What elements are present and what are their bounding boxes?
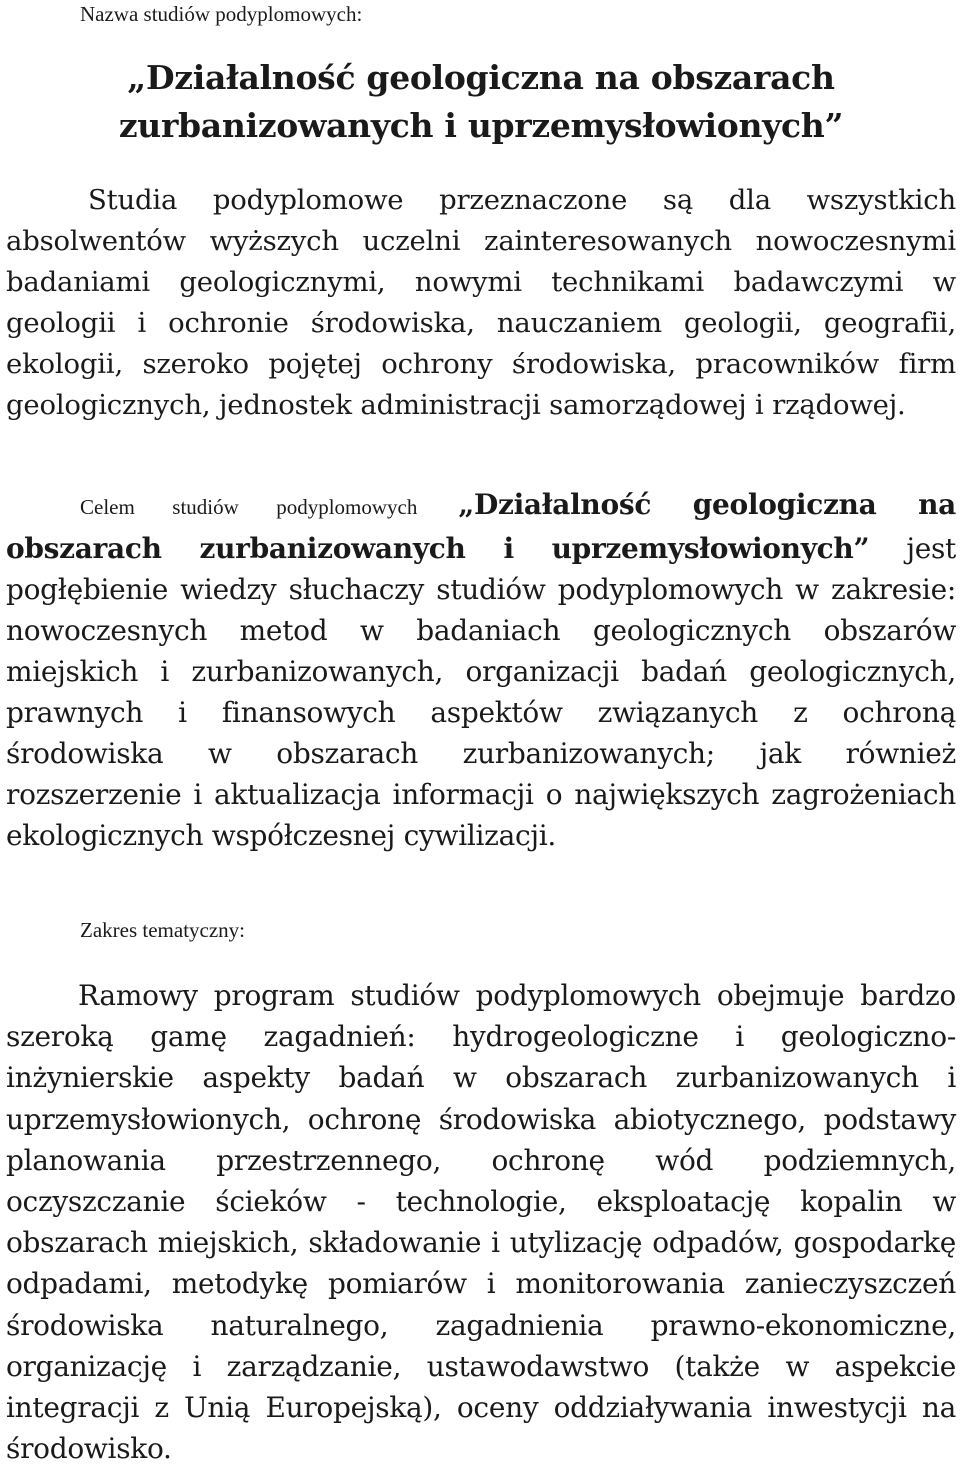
program-paragraph: Ramowy program studiów podyplomowych obejmuje bardzo szeroką gamę zagadnień: hydrogeologiczne i geologiczno-inżynierskie aspekty badań w obszarach zurbanizowanych i uprzemysłowionych, ochronę środowiska abiotycznego, podstawy planowania przestrzennego, ochronę wód podziemnych, oczyszczanie ścieków - technologie, eksploatację kopalin w obszarach miejskich, składowanie i utylizację odpadów, gospodarkę odpadami, metodykę pomiarów i monitorowania zanieczyszczeń środowiska naturalnego, zagadnienia prawno-ekonomiczne, organizację i zarządzanie, ustawodawstwo (także w aspekcie integracji z Unią Europejską), oceny oddziaływania inwestycji na środowisko. — [6, 979, 956, 1466]
program-name-label: Nazwa studiów podyplomowych: — [80, 2, 363, 26]
intro-paragraph: Studia podyplomowe przeznaczone są dla wszystkich absolwentów wyższych uczelni zainteresowanych nowoczesnymi badaniami geologicznymi, nowymi technikami badawczymi w geologii i ochronie środowiska, nauczaniem geologii, geografii, ekologii, szeroko pojętej ochrony środowiska, pracowników firm geologicznych, jednostek administracji samorządowej i rządowej. — [6, 184, 956, 421]
topics-label: Zakres tematyczny: — [80, 918, 246, 942]
goal-lead: Celem studiów podyplomowych — [80, 495, 418, 519]
program-title: „Działalność geologiczna na obszarach zurbanizowanych i uprzemysłowionych” — [118, 58, 844, 145]
goal-paragraph — [6, 484, 956, 856]
goal-emphasis-title: „Działalność geologiczna na obszarach zurbanizowanych i uprzemysłowionych” — [6, 488, 957, 565]
goal-text: jest pogłębienie wiedzy słuchaczy studiów podyplomowych w zakresie: nowoczesnych metod w badaniach geologicznych obszarów miejskich i zurbanizowanych, organizacji badań geologicznych, prawnych i finansowych aspektów związanych z ochroną środowiska w obszarach zurbanizowanych; jak również rozszerzenie i aktualizacja informacji o największych zagrożeniach ekologicznych współczesnej cywilizacji. — [6, 532, 956, 852]
